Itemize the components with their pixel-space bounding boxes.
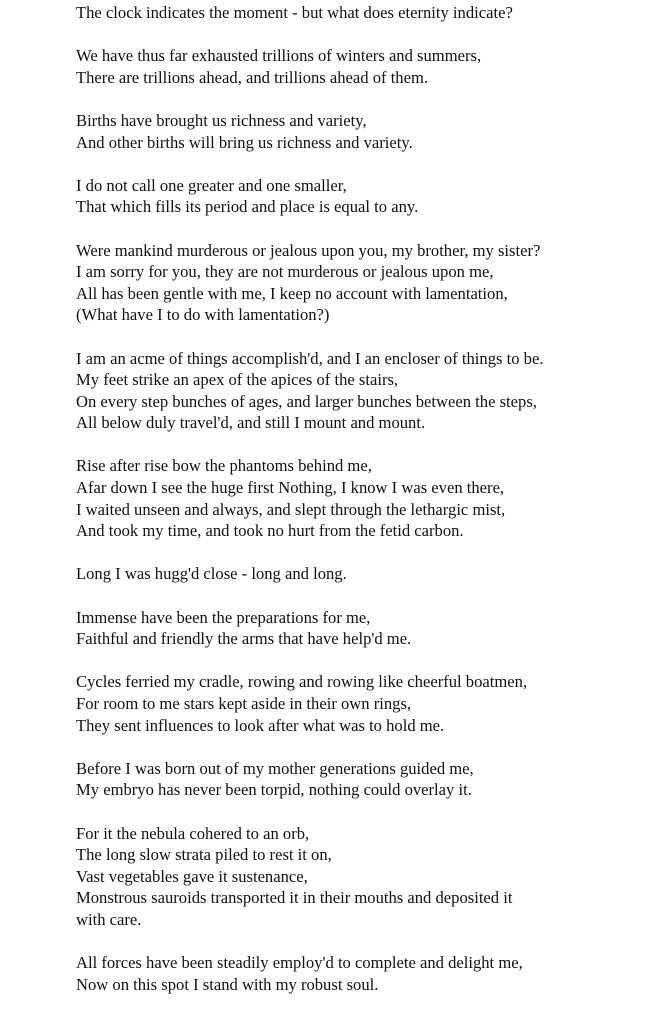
poem-line: My feet strike an apex of the apices of the stairs, (76, 370, 399, 390)
poem-line: Immense have been the preparations for me, (76, 607, 371, 627)
poem-line: Cycles ferried my cradle, rowing and rowing like cheerful boatmen, (76, 672, 528, 692)
poem-line: (What have I to do with lamentation?) (76, 305, 330, 325)
poem-line: I do not call one greater and one smaller, (76, 175, 347, 195)
stanza (76, 671, 658, 736)
poem-line: Rise after rise bow the phantoms behind me, (76, 456, 372, 476)
stanza (76, 455, 658, 541)
stanza (76, 110, 658, 153)
poem-line: Monstrous sauroids transported it in their mouths and deposited it (76, 888, 513, 908)
poem-line: Afar down I see the huge first Nothing, I know I was even there, (76, 478, 505, 498)
poem-line: My embryo has never been torpid, nothing could overlay it. (76, 780, 472, 800)
poem-line: I am an acme of things accomplish'd, and I an encloser of things to be. (76, 348, 544, 368)
poem-line: Faithful and friendly the arms that have help'd me. (76, 629, 412, 649)
poem-line: For it the nebula cohered to an orb, (76, 823, 310, 843)
stanza (76, 175, 658, 218)
poem-line: They sent influences to look after what was to hold me. (76, 715, 445, 735)
stanza (76, 823, 658, 931)
poem-line: For room to me stars kept aside in their own rings, (76, 694, 412, 713)
stanza (76, 2, 658, 24)
stanza (76, 758, 658, 801)
poem-line: All has been gentle with me, I keep no account with lamentation, (76, 283, 508, 303)
poem-line: And other births will bring us richness and variety. (76, 132, 413, 152)
poem-line: Births have brought us richness and variety, (76, 110, 367, 130)
poem-line: The long slow strata piled to rest it on, (76, 845, 332, 865)
poem-line: That which fills its period and place is equal to any. (76, 197, 419, 217)
poem-line: The clock indicates the moment - but what does eternity indicate? (76, 3, 513, 22)
poem-line: I waited unseen and always, and slept through the lethargic mist, (76, 499, 506, 519)
poem-line: There are trillions ahead, and trillions ahead of them. (76, 67, 429, 87)
poem-line: Before I was born out of my mother generations guided me, (76, 758, 474, 778)
poem-line: Long I was hugg'd close - long and long. (76, 564, 347, 584)
poem-line: We have thus far exhausted trillions of winters and summers, (76, 46, 482, 66)
poem-line: And took my time, and took no hurt from the fetid carbon. (76, 521, 464, 541)
poem-page (76, 2, 658, 1017)
poem-line: On every step bunches of ages, and larger bunches between the steps, (76, 391, 537, 411)
poem-line: I am sorry for you, they are not murderous or jealous upon me, (76, 262, 494, 282)
stanza (76, 45, 658, 88)
poem-line: Now on this spot I stand with my robust soul. (76, 974, 379, 994)
poem-line: All below duly travel'd, and still I mount and mount. (76, 413, 426, 433)
stanza (76, 240, 658, 326)
stanza (76, 348, 658, 434)
poem-line: All forces have been steadily employ'd to complete and delight me, (76, 953, 523, 973)
poem-line: with care. (76, 909, 142, 929)
stanza (76, 607, 658, 650)
poem-line: Vast vegetables gave it sustenance, (76, 866, 308, 886)
stanza (76, 952, 658, 995)
poem-line: Were mankind murderous or jealous upon you, my brother, my sister? (76, 240, 541, 260)
stanza (76, 563, 658, 585)
